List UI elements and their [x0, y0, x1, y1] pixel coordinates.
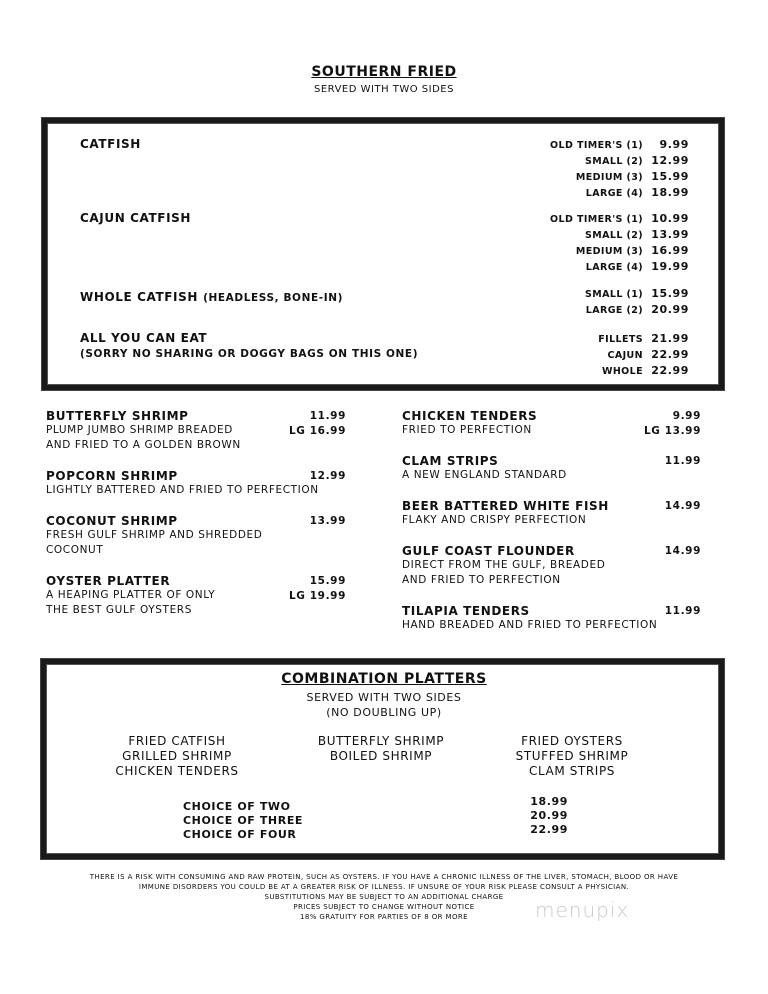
price-value: 15.99 — [651, 170, 689, 183]
price-size-label: LG — [289, 425, 306, 437]
prices-note: PRICES SUBJECT TO CHANGE WITHOUT NOTICE — [293, 903, 475, 911]
combination-option: FRIED CATFISH — [128, 734, 226, 748]
menu-item — [402, 544, 701, 604]
all-you-can-eat-name: ALL YOU CAN EAT — [80, 331, 208, 345]
combination-option: CHICKEN TENDERS — [115, 764, 239, 778]
menu-item-desc: THE BEST GULF OYSTERS — [46, 604, 192, 616]
whole-catfish-prices — [585, 286, 689, 318]
menu-section-title: SOUTHERN FRIED — [311, 64, 457, 80]
catfish-name: CATFISH — [80, 137, 141, 151]
menu-item-desc: FRIED TO PERFECTION — [402, 424, 532, 436]
combination-column-3 — [472, 734, 672, 779]
price-label: FILLETS — [598, 334, 643, 345]
price-value: 22.99 — [651, 348, 689, 361]
menu-item-name: CHICKEN TENDERS — [402, 409, 538, 423]
price-label: LARGE (2) — [585, 305, 643, 316]
menu-item-desc: DIRECT FROM THE GULF, BREADED — [402, 559, 606, 571]
combination-option: BUTTERFLY SHRIMP — [317, 734, 445, 748]
whole-catfish-heading — [80, 286, 343, 306]
combination-option: STUFFED SHRIMP — [515, 749, 629, 763]
combination-option: CLAM STRIPS — [529, 764, 615, 778]
cajun-catfish-name: CAJUN CATFISH — [80, 211, 192, 225]
price-label: CAJUN — [607, 350, 643, 361]
menu-item-desc: FRESH GULF SHRIMP AND SHREDDED — [46, 529, 263, 541]
price-label: LARGE (4) — [585, 262, 643, 273]
all-you-can-eat-desc: (SORRY NO SHARING OR DOGGY BAGS ON THIS ONE) — [80, 348, 419, 360]
catfish-prices — [550, 137, 689, 201]
price-value: 21.99 — [651, 332, 689, 345]
menu-item — [46, 469, 346, 514]
price-value: 13.99 — [651, 228, 689, 241]
menu-item-price: 11.99 — [664, 605, 701, 617]
menu-item-name: OYSTER PLATTER — [46, 574, 171, 588]
price-label: SMALL (2) — [585, 230, 643, 241]
menu-item-desc: FLAKY AND CRISPY PERFECTION — [402, 514, 587, 526]
menu-item-desc: A HEAPING PLATTER OF ONLY — [46, 589, 216, 601]
menu-item-price: 14.99 — [664, 500, 701, 512]
menu-item-price: 9.99 — [672, 410, 701, 422]
left-menu-column — [46, 409, 346, 634]
combination-subtitle-2: (NO DOUBLING UP) — [326, 706, 442, 719]
menu-item-price: 12.99 — [309, 470, 346, 482]
price-label: OLD TIMER'S (1) — [550, 140, 643, 151]
price-label: MEDIUM (3) — [575, 172, 643, 183]
choice-row — [183, 823, 568, 841]
menu-item-name: BEER BATTERED WHITE FISH — [402, 499, 609, 513]
gratuity-note: 18% GRATUITY FOR PARTIES OF 8 OR MORE — [300, 913, 468, 921]
price-label: LARGE (4) — [585, 188, 643, 199]
menu-item-desc: COCONUT — [46, 544, 104, 556]
combination-option: BOILED SHRIMP — [329, 749, 433, 763]
price-value: 22.99 — [651, 364, 689, 377]
menupix-watermark: menupix — [535, 898, 630, 922]
menu-item-price: 14.99 — [664, 545, 701, 557]
menu-item-desc: LIGHTLY BATTERED AND FRIED TO PERFECTION — [46, 484, 319, 496]
menu-item-price: 13.99 — [309, 515, 346, 527]
combination-title: COMBINATION PLATTERS — [281, 671, 487, 687]
combination-subtitle: SERVED WITH TWO SIDES — [306, 691, 462, 704]
menu-item-price: 11.99 — [309, 410, 346, 422]
price-label: SMALL (2) — [585, 156, 643, 167]
choice-price: 22.99 — [530, 823, 568, 836]
combination-choices — [183, 795, 568, 841]
price-value: 12.99 — [651, 154, 689, 167]
menu-item — [46, 574, 346, 634]
menu-item-large-price — [289, 424, 346, 439]
substitutions-note: SUBSTITUTIONS MAY BE SUBJECT TO AN ADDITIONAL CHARGE — [264, 893, 504, 901]
choice-price: 18.99 — [530, 795, 568, 808]
choice-row — [183, 809, 568, 827]
price-value: 10.99 — [651, 212, 689, 225]
whole-catfish-name: WHOLE CATFISH — [80, 290, 198, 304]
choice-label: CHOICE OF THREE — [183, 814, 304, 827]
menu-item-desc: AND FRIED TO PERFECTION — [402, 574, 561, 586]
combination-column-2 — [281, 734, 481, 764]
menu-item-desc: HAND BREADED AND FRIED TO PERFECTION — [402, 619, 658, 631]
choice-label: CHOICE OF TWO — [183, 800, 291, 813]
menu-item — [402, 499, 701, 544]
menu-item-name: GULF COAST FLOUNDER — [402, 544, 575, 558]
menu-section-subtitle: SERVED WITH TWO SIDES — [314, 84, 454, 95]
price-value: 18.99 — [651, 186, 689, 199]
menu-item-price: 11.99 — [664, 455, 701, 467]
menu-item-large-price — [289, 589, 346, 604]
price-label: MEDIUM (3) — [575, 246, 643, 257]
price-value: 16.99 — [651, 244, 689, 257]
price-value: 20.99 — [651, 303, 689, 316]
menu-item — [46, 409, 346, 469]
price-value: 13.99 — [664, 425, 701, 437]
choice-label: CHOICE OF FOUR — [183, 828, 297, 841]
price-label: OLD TIMER'S (1) — [550, 214, 643, 225]
combination-column-1 — [77, 734, 277, 779]
whole-catfish-note: (HEADLESS, BONE-IN) — [203, 292, 343, 304]
consumer-warning-line-1: THERE IS A RISK WITH CONSUMING AND RAW PROTEIN, SUCH AS OYSTERS. IF YOU HAVE A CHRONIC ILLNESS OF THE LIVER, STOMACH, BLOOD OR HAVE — [89, 873, 679, 881]
menu-item-desc: PLUMP JUMBO SHRIMP BREADED — [46, 424, 233, 436]
price-size-label: LG — [289, 590, 306, 602]
price-size-label: LG — [644, 425, 661, 437]
price-value: 16.99 — [309, 425, 346, 437]
combination-option: GRILLED SHRIMP — [122, 749, 232, 763]
price-value: 9.99 — [659, 138, 689, 151]
price-value: 19.99 — [651, 260, 689, 273]
price-value: 15.99 — [651, 287, 689, 300]
menu-item-name: BUTTERFLY SHRIMP — [46, 409, 189, 423]
menu-item — [46, 514, 346, 574]
menu-item-desc: A NEW ENGLAND STANDARD — [402, 469, 567, 481]
menu-item-desc: AND FRIED TO A GOLDEN BROWN — [46, 439, 241, 451]
menu-item — [402, 454, 701, 499]
choice-row — [183, 795, 568, 813]
cajun-catfish-prices — [550, 211, 689, 275]
all-you-can-eat-prices — [598, 331, 689, 379]
price-value: 19.99 — [309, 590, 346, 602]
menu-item-large-price — [644, 424, 701, 439]
menu-item-name: POPCORN SHRIMP — [46, 469, 178, 483]
price-label: SMALL (1) — [585, 289, 643, 300]
menu-item-price: 15.99 — [309, 575, 346, 587]
combination-option: FRIED OYSTERS — [521, 734, 623, 748]
choice-price: 20.99 — [530, 809, 568, 822]
menu-item-name: CLAM STRIPS — [402, 454, 499, 468]
menu-item — [402, 409, 701, 454]
menu-item — [402, 604, 701, 634]
menu-item-name: COCONUT SHRIMP — [46, 514, 178, 528]
right-menu-column — [402, 409, 701, 634]
price-label: WHOLE — [601, 366, 643, 377]
consumer-warning-line-2: IMMUNE DISORDERS YOU COULD BE AT A GREATER RISK OF ILLNESS. IF UNSURE OF YOUR RISK PLEASE CONSULT A PHYSICIAN. — [138, 883, 630, 891]
menu-item-name: TILAPIA TENDERS — [402, 604, 530, 618]
